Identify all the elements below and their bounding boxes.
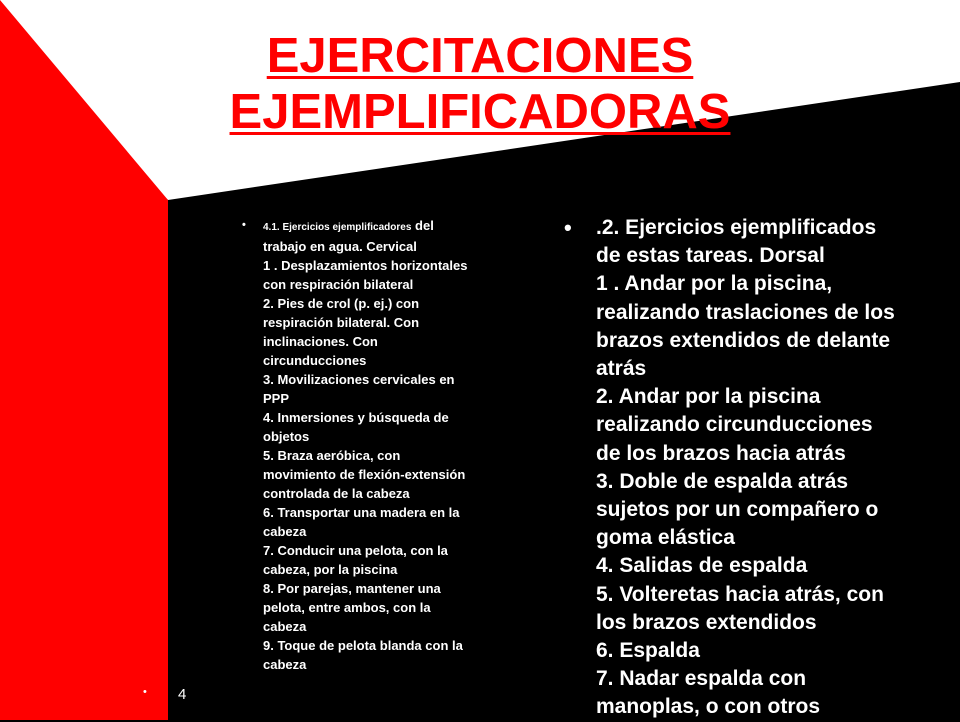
right-line: sujetos por un compañero o: [596, 498, 879, 522]
right-line: de estas tareas. Dorsal: [596, 244, 825, 268]
right-line: brazos extendidos de delante: [596, 328, 891, 352]
right-line: 7. Nadar espalda con: [596, 667, 807, 691]
slide-title: [120, 28, 840, 140]
right-line: realizando circunducciones: [596, 413, 873, 437]
right-column: [560, 214, 950, 722]
right-line: 6. Espalda: [596, 639, 700, 663]
left-line: 4. Inmersiones y búsqueda de: [263, 410, 449, 425]
footer-bullet: •: [143, 686, 147, 698]
left-line: 1 . Desplazamientos horizontales: [263, 258, 468, 273]
left-line: 3. Movilizaciones cervicales en: [263, 372, 455, 387]
right-line: 3. Doble de espalda atrás: [596, 469, 849, 493]
left-line: inclinaciones. Con: [263, 334, 378, 349]
right-line: 5. Volteretas hacia atrás, con: [596, 582, 884, 606]
right-bullet: •: [564, 215, 572, 240]
left-line: 7. Conducir una pelota, con la: [263, 543, 448, 558]
slide-number: 4: [178, 686, 187, 703]
left-line: movimiento de flexión-extensión: [263, 467, 466, 482]
right-column-text: [596, 214, 950, 722]
left-line: 6. Transportar una madera en la: [263, 505, 460, 520]
title-line-2: EJEMPLIFICADORAS: [229, 85, 731, 139]
left-line: PPP: [263, 391, 290, 406]
left-line: respiración bilateral. Con: [263, 315, 420, 330]
left-line: con respiración bilateral: [263, 277, 414, 292]
left-line: cabeza: [263, 524, 307, 539]
left-line: cabeza: [263, 619, 307, 634]
left-heading-prefix: 4.1. Ejercicios ejemplificadores: [263, 222, 412, 233]
left-line: 2. Pies de crol (p. ej.) con: [263, 296, 420, 311]
left-line: trabajo en agua. Cervical: [263, 239, 417, 254]
right-line: de los brazos hacia atrás: [596, 441, 846, 465]
left-bullet: •: [242, 219, 246, 231]
right-line: .2. Ejercicios ejemplificados: [596, 216, 877, 239]
left-line: controlada de la cabeza: [263, 486, 410, 501]
left-line-1: [263, 216, 517, 237]
left-line: 5. Braza aeróbica, con: [263, 448, 401, 463]
left-line: 8. Por parejas, mantener una: [263, 581, 441, 596]
left-line-1-rest: del: [415, 218, 434, 233]
left-line: 9. Toque de pelota blanda con la: [263, 638, 463, 653]
title-line-1: EJERCITACIONES: [266, 29, 694, 83]
right-line: 4. Salidas de espalda: [596, 554, 808, 578]
left-line: objetos: [263, 429, 310, 444]
right-line: manoplas, o con otros: [596, 695, 821, 719]
right-line: 1 . Andar por la piscina,: [596, 272, 833, 296]
right-line: realizando traslaciones de los: [596, 300, 895, 324]
left-line: pelota, entre ambos, con la: [263, 600, 431, 615]
left-line: cabeza, por la piscina: [263, 562, 398, 577]
left-line: cabeza: [263, 657, 307, 672]
right-line: 2. Andar por la piscina: [596, 385, 821, 409]
left-column-text: [263, 216, 517, 674]
left-line: circunducciones: [263, 353, 367, 368]
right-line: goma elástica: [596, 526, 735, 550]
left-column: [242, 216, 517, 674]
right-line: los brazos extendidos: [596, 610, 817, 634]
right-line: atrás: [596, 357, 647, 381]
